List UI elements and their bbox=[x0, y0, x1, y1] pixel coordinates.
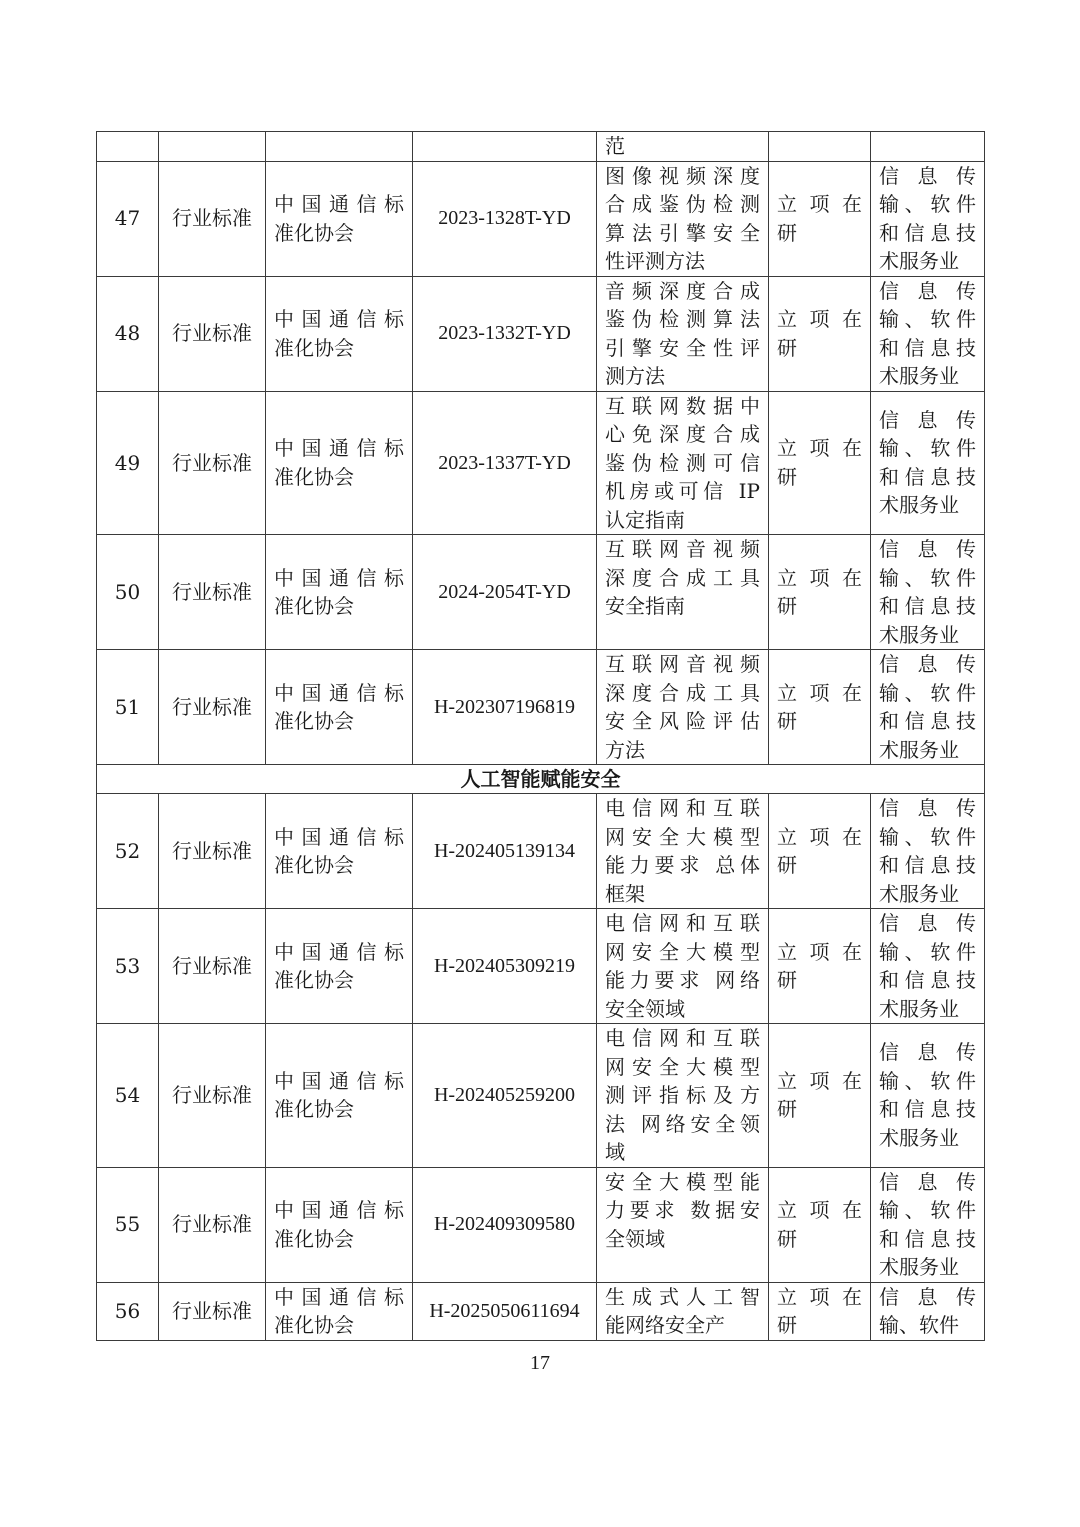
cell-name-line: 算法引擎安全 bbox=[605, 220, 760, 245]
cell-industry-line: 和信息技 bbox=[879, 1097, 976, 1122]
cell-name-line: 图像视频深度 bbox=[605, 163, 760, 188]
cell-status-line: 立项在 bbox=[777, 1068, 862, 1093]
cell-org-line: 中国通信标 bbox=[274, 192, 404, 216]
cell-name bbox=[597, 535, 769, 650]
cell-industry-line: 和信息技 bbox=[879, 709, 976, 733]
cell-status-line: 研 bbox=[777, 594, 797, 618]
cell-industry-line: 术服务业 bbox=[879, 249, 959, 273]
cell-industry-line: 信息传 bbox=[879, 537, 976, 561]
cell-industry-line: 和信息技 bbox=[879, 335, 976, 360]
cell-num: 54 bbox=[97, 1024, 159, 1168]
cell-num bbox=[97, 132, 159, 162]
cell-type: 行业标准 bbox=[159, 650, 266, 765]
cell-num: 56 bbox=[97, 1282, 159, 1340]
cell-type: 行业标准 bbox=[159, 1167, 266, 1282]
cell-name bbox=[597, 1024, 769, 1168]
cell-code: H-202307196819 bbox=[413, 650, 597, 765]
cell-industry-line: 输、软件 bbox=[879, 307, 976, 331]
cell-code: H-202405139134 bbox=[413, 794, 597, 909]
cell-industry-line: 信息传 bbox=[879, 652, 976, 676]
cell-name-line: 安全风险评估 bbox=[605, 709, 760, 733]
cell-type: 行业标准 bbox=[159, 276, 266, 391]
cell-num: 55 bbox=[97, 1167, 159, 1282]
cell-org-line: 中国通信标 bbox=[274, 565, 404, 590]
cell-type bbox=[159, 132, 266, 162]
cell-org-line: 准化协会 bbox=[274, 853, 354, 877]
cell-name-line: 能力要求 网络 bbox=[605, 968, 760, 992]
cell-industry bbox=[871, 650, 985, 765]
cell-name bbox=[597, 276, 769, 391]
cell-num: 49 bbox=[97, 391, 159, 535]
cell-name-line: 安全领域 bbox=[605, 996, 685, 1021]
cell-industry-line: 和信息技 bbox=[879, 464, 976, 489]
cell-industry-line: 术服务业 bbox=[879, 737, 959, 762]
table-row bbox=[97, 1282, 985, 1340]
cell-org bbox=[266, 132, 413, 162]
cell-industry-line: 和信息技 bbox=[879, 594, 976, 618]
cell-status bbox=[769, 276, 871, 391]
cell-status bbox=[769, 909, 871, 1024]
table-row bbox=[97, 535, 985, 650]
cell-industry-line: 信息传 bbox=[879, 407, 976, 432]
cell-code: H-202405259200 bbox=[413, 1024, 597, 1168]
cell-industry-line: 信息传 bbox=[879, 278, 976, 303]
cell-name-line: 测评指标及方 bbox=[605, 1083, 760, 1107]
cell-org-line: 准化协会 bbox=[274, 594, 354, 618]
cell-code: H-202409309580 bbox=[413, 1167, 597, 1282]
cell-industry-line: 信息传 bbox=[879, 911, 976, 935]
cell-status-line: 立项在 bbox=[777, 824, 862, 849]
cell-status-line: 立项在 bbox=[777, 192, 862, 216]
cell-type: 行业标准 bbox=[159, 1024, 266, 1168]
cell-status bbox=[769, 132, 871, 162]
cell-name bbox=[597, 161, 769, 276]
cell-industry bbox=[871, 1282, 985, 1340]
cell-status-line: 研 bbox=[777, 220, 797, 245]
cell-status-line: 研 bbox=[777, 968, 797, 992]
cell-org-line: 准化协会 bbox=[274, 335, 354, 360]
cell-name-line: 测方法 bbox=[605, 364, 665, 388]
cell-status bbox=[769, 650, 871, 765]
cell-status bbox=[769, 1282, 871, 1340]
cell-name-line: 能网络安全产 bbox=[605, 1313, 725, 1337]
cell-name bbox=[597, 1282, 769, 1340]
cell-name-line: 引擎安全性评 bbox=[605, 335, 760, 360]
cell-name-line: 网安全大模型 bbox=[605, 939, 760, 964]
cell-org-line: 准化协会 bbox=[274, 464, 354, 489]
cell-org-line: 中国通信标 bbox=[274, 939, 404, 964]
table-row bbox=[97, 1167, 985, 1282]
cell-status-line: 立项在 bbox=[777, 939, 862, 964]
cell-name bbox=[597, 794, 769, 909]
cell-org-line: 中国通信标 bbox=[274, 1198, 404, 1222]
cell-org bbox=[266, 650, 413, 765]
cell-industry bbox=[871, 1167, 985, 1282]
cell-code: H-202405309219 bbox=[413, 909, 597, 1024]
cell-status-line: 研 bbox=[777, 335, 797, 360]
cell-org bbox=[266, 535, 413, 650]
cell-org-line: 准化协会 bbox=[274, 1313, 354, 1337]
cell-name-line: 鉴伪检测可信 bbox=[605, 450, 760, 475]
cell-industry-line: 术服务业 bbox=[879, 364, 959, 388]
cell-status-line: 研 bbox=[777, 1226, 797, 1251]
cell-name bbox=[597, 1167, 769, 1282]
cell-num: 51 bbox=[97, 650, 159, 765]
cell-status-line: 研 bbox=[777, 709, 797, 733]
cell-industry-line: 信息传 bbox=[879, 1284, 976, 1309]
cell-industry-line: 输、软件 bbox=[879, 680, 976, 705]
cell-code: H-2025050611694 bbox=[413, 1282, 597, 1340]
cell-name-line: 安全大模型能 bbox=[605, 1169, 760, 1194]
cell-org-line: 中国通信标 bbox=[274, 307, 404, 331]
cell-industry-line: 信息传 bbox=[879, 1040, 976, 1065]
cell-status-line: 研 bbox=[777, 464, 797, 489]
cell-org bbox=[266, 391, 413, 535]
cell-name-line: 性评测方法 bbox=[605, 249, 705, 273]
cell-num: 47 bbox=[97, 161, 159, 276]
cell-name-line: 机房或可信 IP bbox=[605, 479, 760, 503]
cell-org bbox=[266, 794, 413, 909]
cell-industry-line: 术服务业 bbox=[879, 493, 959, 518]
cell-org-line: 准化协会 bbox=[274, 968, 354, 992]
cell-industry-line: 术服务业 bbox=[879, 1255, 959, 1279]
cell-name-continuation bbox=[597, 132, 769, 162]
section-header-row bbox=[97, 765, 985, 794]
cell-status-line: 立项在 bbox=[777, 307, 862, 331]
cell-industry-line: 信息传 bbox=[879, 1169, 976, 1194]
cell-industry-line: 术服务业 bbox=[879, 622, 959, 647]
cell-industry bbox=[871, 132, 985, 162]
cell-name-line: 互联网数据中 bbox=[605, 393, 760, 418]
cell-status bbox=[769, 1024, 871, 1168]
cell-industry bbox=[871, 909, 985, 1024]
cell-name bbox=[597, 909, 769, 1024]
cell-industry bbox=[871, 535, 985, 650]
cell-name-line: 全领域 bbox=[605, 1226, 665, 1251]
cell-status-line: 研 bbox=[777, 1097, 797, 1122]
cell-name bbox=[597, 391, 769, 535]
cell-name bbox=[597, 650, 769, 765]
cell-name-line: 方法 bbox=[605, 737, 645, 762]
cell-code: 2023-1332T-YD bbox=[413, 276, 597, 391]
cell-org-line: 准化协会 bbox=[274, 1226, 354, 1251]
cell-code: 2023-1337T-YD bbox=[413, 391, 597, 535]
section-title: 人工智能赋能安全 bbox=[97, 765, 985, 794]
cell-name-line: 框架 bbox=[605, 881, 645, 906]
cell-type: 行业标准 bbox=[159, 391, 266, 535]
cell-industry-line: 输、软件 bbox=[879, 565, 976, 590]
cell-status bbox=[769, 391, 871, 535]
cell-num: 53 bbox=[97, 909, 159, 1024]
cell-name-line: 法 网络安全领 bbox=[605, 1111, 760, 1136]
cell-name-line: 生成式人工智 bbox=[605, 1284, 760, 1309]
cell-name-line: 深度合成工具 bbox=[605, 565, 760, 590]
cell-status-line: 立项在 bbox=[777, 565, 862, 590]
cell-num: 48 bbox=[97, 276, 159, 391]
cell-type: 行业标准 bbox=[159, 1282, 266, 1340]
cell-org bbox=[266, 909, 413, 1024]
cell-code: 2023-1328T-YD bbox=[413, 161, 597, 276]
cell-name-line: 电信网和互联 bbox=[605, 911, 760, 935]
cell-status bbox=[769, 794, 871, 909]
cell-org-line: 中国通信标 bbox=[274, 1284, 404, 1309]
cell-name-line: 合成鉴伪检测 bbox=[605, 192, 760, 216]
cell-name-line: 互联网音视频 bbox=[605, 652, 760, 676]
cell-name-line: 电信网和互联 bbox=[605, 796, 760, 820]
cell-status-line: 立项在 bbox=[777, 1284, 862, 1309]
cell-industry bbox=[871, 794, 985, 909]
cell-name-line: 电信网和互联 bbox=[605, 1026, 760, 1050]
cell-org bbox=[266, 276, 413, 391]
cell-num: 52 bbox=[97, 794, 159, 909]
cell-status-line: 立项在 bbox=[777, 680, 862, 705]
table-row bbox=[97, 391, 985, 535]
table-row bbox=[97, 794, 985, 909]
cell-industry-line: 和信息技 bbox=[879, 1226, 976, 1251]
cell-industry-line: 输、软件 bbox=[879, 1068, 976, 1093]
page-number: 17 bbox=[530, 1352, 550, 1374]
cell-status-line: 研 bbox=[777, 1313, 797, 1337]
cell-name-line: 认定指南 bbox=[605, 507, 685, 532]
cell-code: 2024-2054T-YD bbox=[413, 535, 597, 650]
cell-industry-line: 术服务业 bbox=[879, 996, 959, 1021]
table-row bbox=[97, 161, 985, 276]
cell-industry bbox=[871, 276, 985, 391]
cell-industry-line: 和信息技 bbox=[879, 853, 976, 877]
table-row bbox=[97, 909, 985, 1024]
cell-name-line: 网安全大模型 bbox=[605, 1054, 760, 1079]
cell-industry-line: 输、软件 bbox=[879, 939, 976, 964]
cell-name-line: 互联网音视频 bbox=[605, 537, 760, 561]
cell-type: 行业标准 bbox=[159, 909, 266, 1024]
continuation-row bbox=[97, 132, 985, 162]
cell-industry bbox=[871, 391, 985, 535]
cell-name-line: 域 bbox=[605, 1140, 625, 1164]
cell-org-line: 中国通信标 bbox=[274, 824, 404, 849]
cell-org bbox=[266, 1282, 413, 1340]
cell-industry-line: 输、软件 bbox=[879, 824, 976, 849]
table-row bbox=[97, 276, 985, 391]
cell-industry-line: 输、软件 bbox=[879, 192, 976, 216]
cell-status bbox=[769, 535, 871, 650]
cell-org-line: 中国通信标 bbox=[274, 680, 404, 705]
cell-type: 行业标准 bbox=[159, 161, 266, 276]
cell-industry-line: 术服务业 bbox=[879, 881, 959, 906]
cell-name-line: 音频深度合成 bbox=[605, 278, 760, 303]
cell-org bbox=[266, 1167, 413, 1282]
cell-name-line: 安全指南 bbox=[605, 594, 685, 618]
cell-type: 行业标准 bbox=[159, 535, 266, 650]
cell-type: 行业标准 bbox=[159, 794, 266, 909]
cell-name-line: 鉴伪检测算法 bbox=[605, 307, 760, 331]
cell-org-line: 准化协会 bbox=[274, 220, 354, 245]
cell-org-line: 中国通信标 bbox=[274, 1068, 404, 1093]
cell-industry-line: 信息传 bbox=[879, 163, 976, 188]
cell-org bbox=[266, 161, 413, 276]
name-line: 范 bbox=[605, 134, 625, 158]
cell-industry-line: 输、软件 bbox=[879, 1313, 959, 1337]
cell-num: 50 bbox=[97, 535, 159, 650]
cell-name-line: 能力要求 总体 bbox=[605, 853, 760, 877]
cell-name-line: 深度合成工具 bbox=[605, 680, 760, 705]
cell-industry bbox=[871, 1024, 985, 1168]
cell-industry-line: 信息传 bbox=[879, 796, 976, 820]
cell-industry-line: 和信息技 bbox=[879, 220, 976, 245]
cell-name-line: 力要求 数据安 bbox=[605, 1198, 760, 1222]
cell-status-line: 研 bbox=[777, 853, 797, 877]
cell-industry-line: 和信息技 bbox=[879, 968, 976, 992]
cell-industry-line: 输、软件 bbox=[879, 1198, 976, 1222]
standards-table bbox=[96, 131, 985, 1341]
cell-name-line: 心免深度合成 bbox=[605, 422, 760, 446]
cell-status-line: 立项在 bbox=[777, 1198, 862, 1222]
cell-industry bbox=[871, 161, 985, 276]
table-row bbox=[97, 1024, 985, 1168]
cell-org bbox=[266, 1024, 413, 1168]
cell-name-line: 网安全大模型 bbox=[605, 824, 760, 849]
cell-org-line: 准化协会 bbox=[274, 1097, 354, 1122]
cell-org-line: 准化协会 bbox=[274, 709, 354, 733]
cell-code bbox=[413, 132, 597, 162]
cell-status-line: 立项在 bbox=[777, 436, 862, 461]
cell-status bbox=[769, 161, 871, 276]
cell-industry-line: 输、软件 bbox=[879, 436, 976, 461]
cell-org-line: 中国通信标 bbox=[274, 436, 404, 461]
cell-status bbox=[769, 1167, 871, 1282]
table-row bbox=[97, 650, 985, 765]
cell-industry-line: 术服务业 bbox=[879, 1125, 959, 1150]
